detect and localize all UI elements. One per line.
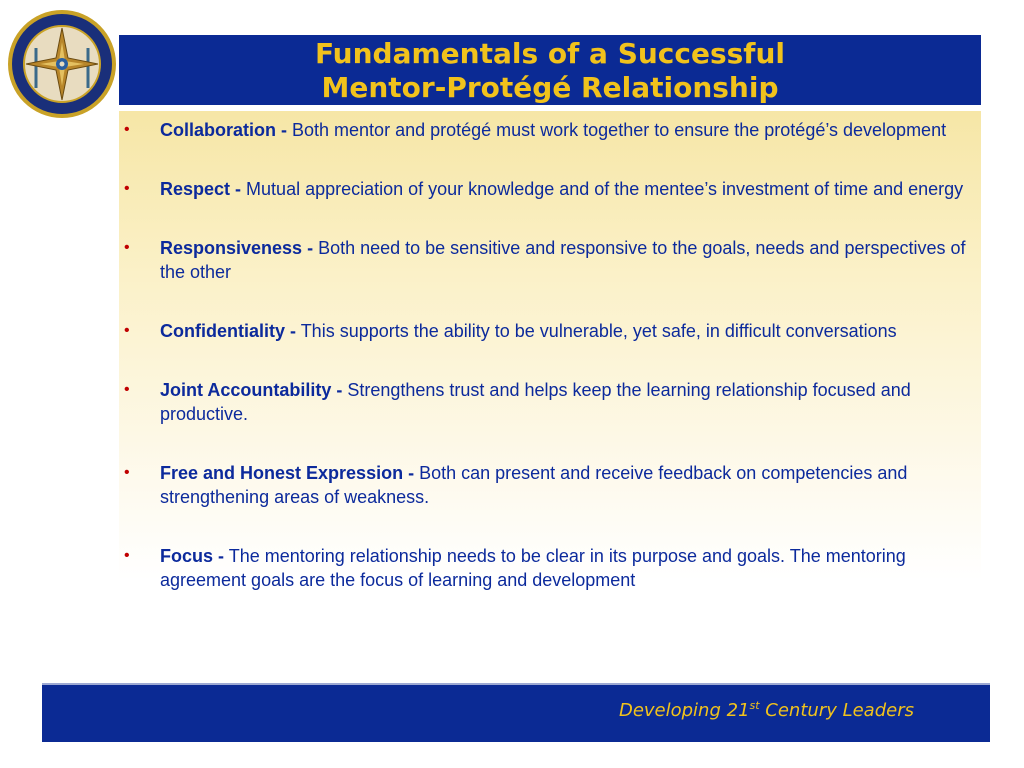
footer-tagline	[619, 699, 914, 723]
bullet-text: Both can present and receive feedback on competencies and strengthening areas of weakness.	[160, 463, 908, 507]
bullet-term: Free and Honest Expression -	[160, 463, 415, 483]
bullet-icon: •	[124, 547, 130, 564]
bullet-text: Both mentor and protégé must work together to ensure the protégé’s development	[292, 120, 947, 140]
bullet-text: Both need to be sensitive and responsive to the goals, needs and perspectives of the other	[160, 238, 966, 282]
list-item-free-honest-expression	[118, 461, 968, 509]
list-item-confidentiality	[118, 319, 968, 343]
bullet-icon: •	[124, 239, 130, 256]
title-bar	[119, 35, 981, 111]
bullet-term: Focus -	[160, 546, 225, 566]
bullet-term: Responsiveness -	[160, 238, 314, 258]
tagline-ordinal-suffix: st	[749, 699, 760, 712]
bullet-icon: •	[124, 464, 130, 481]
footer-bar	[42, 683, 990, 742]
bullet-term: Respect -	[160, 179, 242, 199]
bullet-term: Collaboration -	[160, 120, 287, 140]
bullet-text: The mentoring relationship needs to be clear in its purpose and goals. The mentoring agreement goals are the focus of learning and development	[160, 546, 906, 590]
bullet-text: Mutual appreciation of your knowledge and of the mentee’s investment of time and energy	[246, 179, 964, 199]
bullet-text: Strengthens trust and helps keep the learning relationship focused and productive.	[160, 380, 911, 424]
bullet-icon: •	[124, 121, 130, 138]
list-item-joint-accountability	[118, 378, 968, 426]
tagline-prefix: Developing 21	[618, 700, 750, 721]
bullet-text: This supports the ability to be vulnerable, yet safe, in difficult conversations	[300, 321, 897, 341]
title-underline-rule	[119, 105, 981, 111]
bullet-icon: •	[124, 180, 130, 197]
list-item-respect	[118, 177, 968, 201]
tagline-suffix: Century Leaders	[759, 700, 914, 721]
footer-top-rule	[42, 683, 990, 685]
bullet-icon: •	[124, 322, 130, 339]
bullet-term: Joint Accountability -	[160, 380, 343, 400]
list-item-collaboration	[118, 118, 968, 142]
principles-list	[118, 118, 968, 627]
list-item-focus	[118, 544, 968, 592]
bullet-term: Confidentiality -	[160, 321, 296, 341]
slide-title	[119, 37, 981, 105]
slide-title-line-2: Mentor-Protégé Relationship	[321, 71, 779, 104]
slide-title-line-1: Fundamentals of a Successful	[314, 37, 786, 70]
compass-seal-icon	[6, 8, 118, 120]
list-item-responsiveness	[118, 236, 968, 284]
bullet-icon: •	[124, 381, 130, 398]
